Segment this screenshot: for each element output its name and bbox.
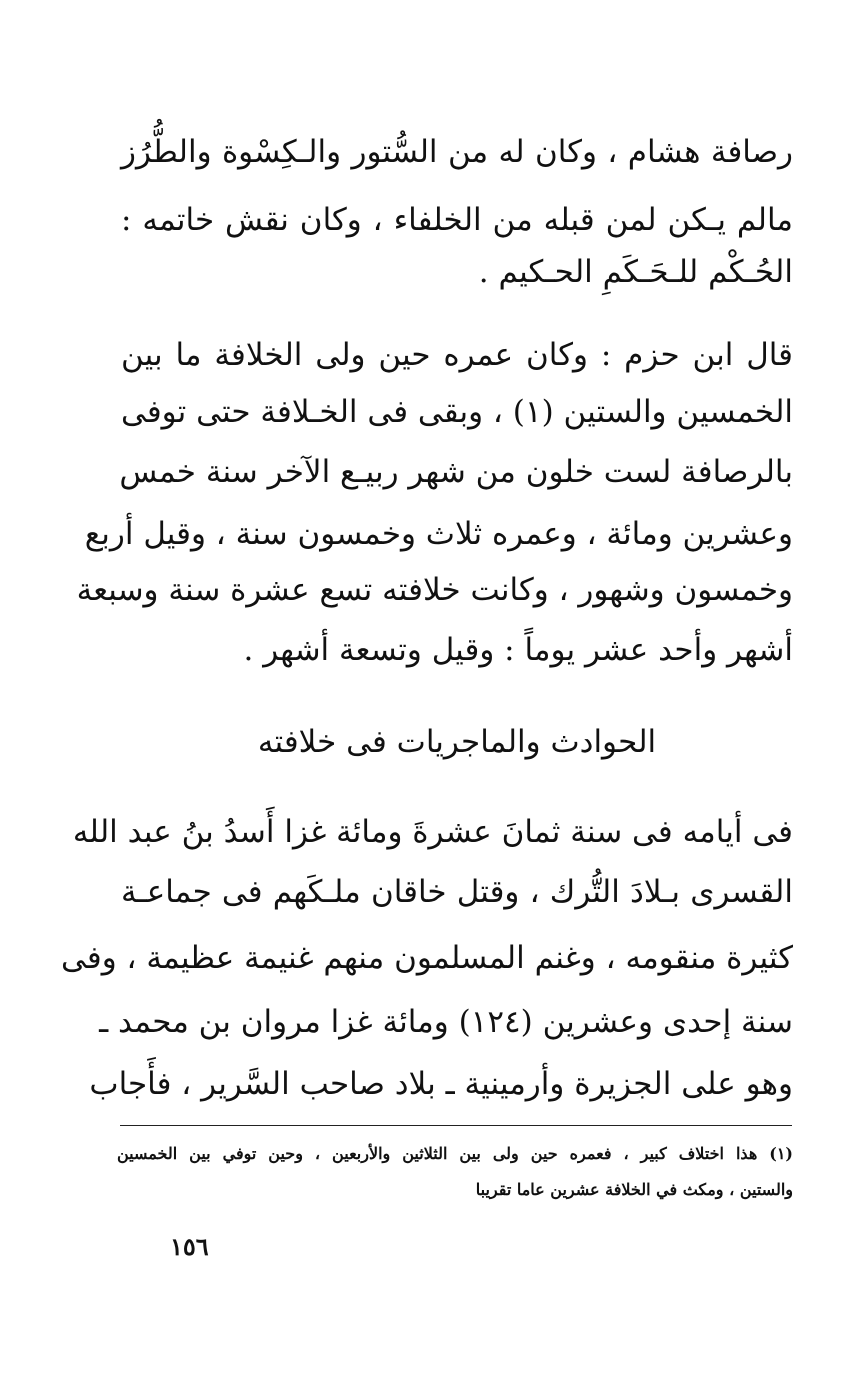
text-line: وهو على الجزيرة وأرمينية ـ بلاد صاحب السَّرير ، فأَجاب bbox=[89, 1066, 793, 1102]
text-line: الخمسين والستين (١) ، وبقى فى الخـلافة حتى توفى bbox=[121, 394, 794, 430]
text-line: الحُـكْم للـحَـكَمِ الحـكيم . bbox=[478, 254, 793, 290]
footnote-line: والستين ، ومكث في الخلافة عشرين عاما تقريبا bbox=[475, 1180, 793, 1199]
text-line: فى أيامه فى سنة ثمانَ عشرةَ ومائة غزا أَسدُ بنُ عبد الله bbox=[72, 814, 793, 850]
text-line: كثيرة منقومه ، وغنم المسلمون منهم غنيمة عظيمة ، وفى bbox=[61, 940, 793, 976]
footnote-line: (١) هذا اختلاف كبير ، فعمره حين ولى بين الثلاثين والأربعين ، وحين توفي بين الخمسين bbox=[117, 1144, 793, 1163]
text-line: مالم يـكن لمن قبله من الخلفاء ، وكان نقش خاتمه : bbox=[121, 202, 793, 238]
text-line: القسرى بـلادَ التُّرك ، وقتل خاقان ملـكَهم فى جماعـة bbox=[121, 874, 793, 910]
text-line: سنة إحدى وعشرين (١٢٤) ومائة غزا مروان بن محمد ـ bbox=[99, 1004, 793, 1040]
text-line: أشهر وأحد عشر يوماً : وقيل وتسعة أشهر . bbox=[243, 632, 793, 668]
text-line: وعشرين ومائة ، وعمره ثلاث وخمسون سنة ، وقيل أربع bbox=[84, 516, 793, 552]
text-line: رصافة هشام ، وكان له من السُّتور والـكِسْوة والطُّرُز bbox=[121, 134, 793, 170]
text-line: بالرصافة لست خلون من شهر ربيـع الآخر سنة خمس bbox=[119, 454, 793, 490]
text-line: قال ابن حزم : وكان عمره حين ولى الخلافة ما بين bbox=[121, 337, 793, 373]
page-number: ١٥٦ bbox=[170, 1232, 209, 1261]
text-line: وخمسون وشهور ، وكانت خلافته تسع عشرة سنة وسبعة bbox=[76, 572, 793, 608]
footnote-divider bbox=[120, 1125, 792, 1126]
section-heading: الحوادث والماجريات فى خلافته bbox=[257, 724, 657, 760]
